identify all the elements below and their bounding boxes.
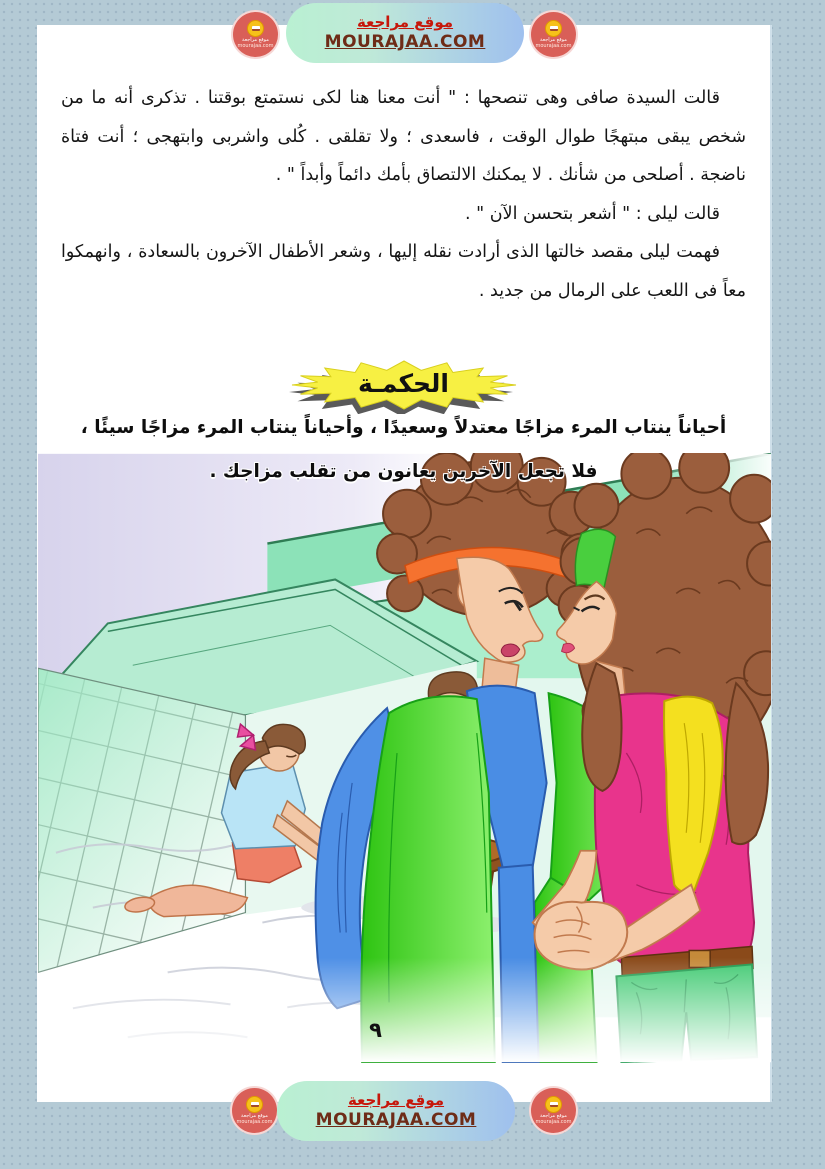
header-brand-pill [286, 3, 524, 63]
site-logo-badge [230, 1086, 279, 1135]
book-icon [247, 20, 264, 37]
site-logo-badge [529, 10, 578, 59]
bottom-fade [38, 957, 771, 1062]
wisdom-title: الحكمـة [358, 368, 449, 398]
site-domain: MOURAJAA.COM [315, 1109, 477, 1130]
book-icon [545, 20, 562, 37]
book-page [37, 13, 772, 1130]
badge-site-name: موقع مراجعة [540, 1113, 567, 1119]
badge-site-domain: mourajaa.com [535, 1119, 572, 1125]
site-logo-badge [529, 1086, 578, 1135]
site-domain: MOURAJAA.COM [324, 31, 486, 52]
footer-brand-pill [277, 1081, 515, 1141]
story-paragraph: فهمت ليلى مقصد خالتها الذى أرادت نقله إليها ، وشعر الأطفال الآخرون بالسعادة ، وانهمكوا معاً فى اللعب على الرمال من جديد . [61, 242, 746, 301]
badge-site-domain: mourajaa.com [535, 43, 572, 49]
badge-site-name: موقع مراجعة [241, 1113, 268, 1119]
book-icon [246, 1096, 263, 1113]
wisdom-text-line1: أحياناً ينتاب المرء مزاجًا معتدلاً وسعيدًا ، وأحياناً ينتاب المرء مزاجًا سيئًا ، [80, 417, 727, 438]
badge-site-domain: mourajaa.com [236, 1119, 273, 1125]
wisdom-banner [284, 356, 524, 414]
story-text [61, 79, 746, 310]
site-name-arabic: موقع مراجعة [356, 13, 454, 31]
book-icon [545, 1096, 562, 1113]
badge-site-name: موقع مراجعة [242, 37, 269, 43]
story-illustration [38, 453, 771, 1063]
story-paragraph: قالت السيدة صافى وهى تنصحها : " أنت معنا هنا لكى نستمتع بوقتنا . تذكرى أنه ما من شخص يبقى مبتهجًا طوال الوقت ، فاسعدى ؛ ولا تقلقى . كُلى واشربى وابتهجى ؛ أنت فتاة ناضجة . أصلحى من شأنك . لا يمكنك الالتصاق بأمك دائماً وأبداً " . [61, 88, 746, 185]
badge-site-name: موقع مراجعة [540, 37, 567, 43]
site-logo-badge [231, 10, 280, 59]
wisdom-text-line2: فلا تجعل الآخرين يعانون من تقلب مزاجك . [209, 461, 598, 482]
story-paragraph: قالت ليلى : " أشعر بتحسن الآن " . [465, 203, 720, 224]
page-number: ٩ [369, 1018, 382, 1042]
badge-site-domain: mourajaa.com [237, 43, 274, 49]
site-name-arabic: موقع مراجعة [347, 1091, 445, 1109]
